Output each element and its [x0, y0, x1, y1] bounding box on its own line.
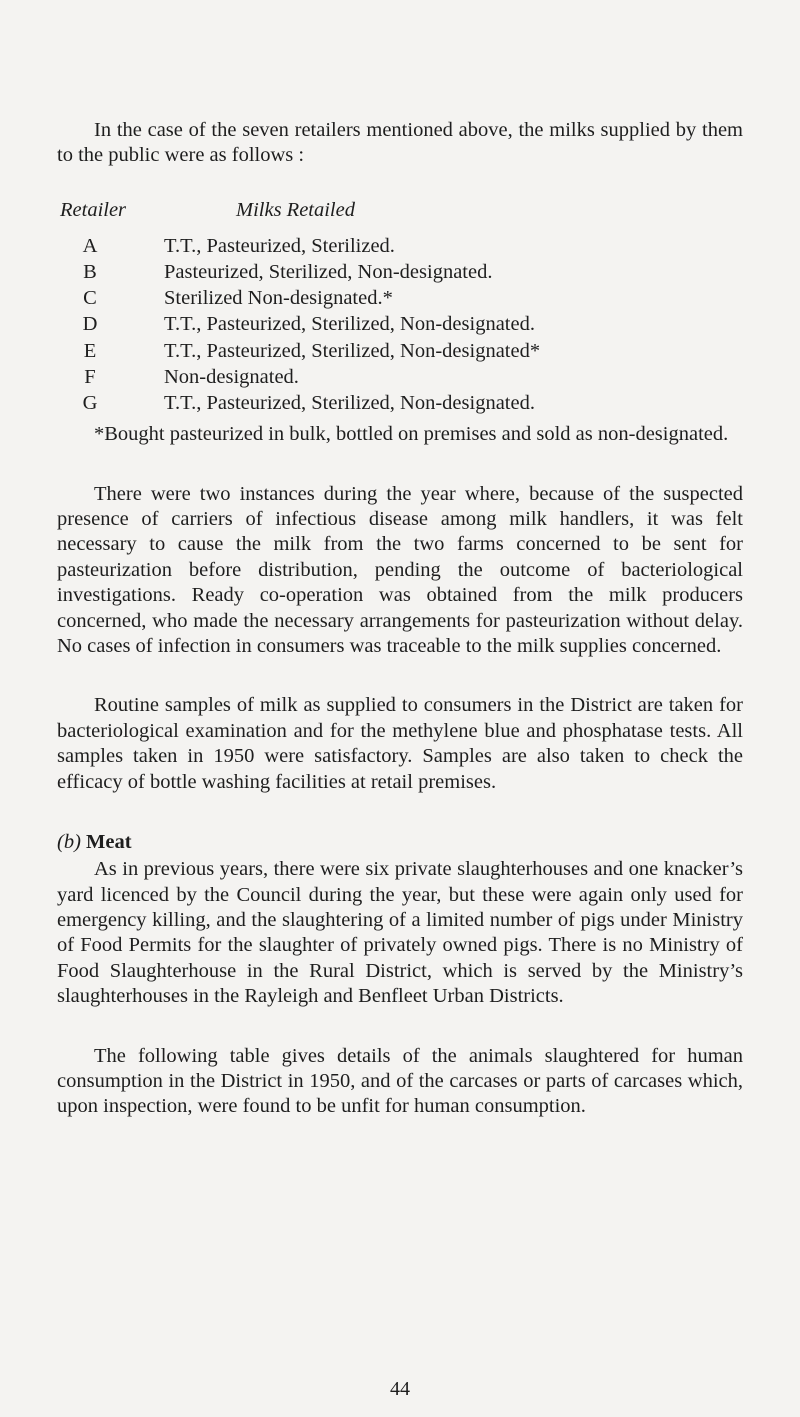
page-number: 44 — [390, 1378, 410, 1400]
table-intro-paragraph: The following table gives details of the animals slaughtered for human consumption in the District in 1950, and of the carcases or parts of carcases which, upon inspection, were found to be unfit for human consumption. — [57, 1044, 743, 1118]
retailer-letter: B — [83, 261, 97, 284]
retailer-letter: F — [84, 365, 96, 388]
milks-retailed: Non-designated. — [164, 365, 299, 388]
table-row — [60, 285, 743, 311]
table-row — [60, 364, 743, 390]
milk-retailers-table — [60, 197, 743, 416]
carriers-paragraph: There were two instances during the year where, because of the suspected presence of carriers of infectious disease among milk handlers, it was felt necessary to cause the milk from the two farms concerned to be sent for pasteurization before distribution, pending the outcome of bacteriological investigations. Ready co-operation was obtained from the milk producers concerned, who made the necessary arrangements for pasteurization without delay. No cases of infection in consumers was traceable to the milk supplies concerned. — [57, 482, 743, 658]
table-row — [60, 259, 743, 285]
retailer-letter: A — [82, 234, 98, 257]
page-content — [57, 118, 743, 1120]
intro-paragraph: In the case of the seven retailers mentioned above, the milks supplied by them to the public were as follows : — [57, 119, 743, 167]
retailer-letter: E — [83, 339, 97, 362]
section-label: (b) — [57, 831, 81, 854]
table-footnote: *Bought pasteurized in bulk, bottled on premises and sold as non-designated. — [94, 423, 729, 446]
milks-retailed: T.T., Pasteurized, Sterilized, Non-designated* — [164, 339, 541, 362]
table-header — [60, 197, 743, 223]
milks-retailed: Pasteurized, Sterilized, Non-designated. — [164, 261, 493, 284]
table-row — [60, 338, 743, 364]
retailer-letter: G — [82, 392, 98, 415]
header-retailer: Retailer — [60, 198, 127, 221]
retailer-letter: C — [83, 287, 97, 310]
milks-retailed: Sterilized Non-designated.* — [164, 287, 393, 310]
table-row — [60, 390, 743, 416]
milks-retailed: T.T., Pasteurized, Sterilized. — [164, 234, 395, 257]
slaughterhouses-paragraph: As in previous years, there were six private slaughterhouses and one knacker’s yard licenced by the Council during the year, but these were again only used for emergency killing, and the slaughtering of a limited number of pigs under Ministry of Food Permits for the slaughter of privately owned pigs. There is no Ministry of Food Slaughterhouse in the Rural District, which is served by the Ministry’s slaughterhouses in the Rayleigh and Benfleet Urban Districts. — [57, 858, 743, 1008]
section-title: Meat — [86, 831, 132, 854]
routine-samples-paragraph: Routine samples of milk as supplied to consumers in the District are taken for bacteriological examination and for the methylene blue and phosphatase tests. All samples taken in 1950 were satisfactory. Samples are also taken to check the efficacy of bottle washing facilities at retail premises. — [57, 694, 743, 793]
milks-retailed: T.T., Pasteurized, Sterilized, Non-designated. — [164, 392, 535, 415]
retailer-letter: D — [82, 313, 98, 336]
header-milks-retailed: Milks Retailed — [236, 198, 355, 221]
milks-retailed: T.T., Pasteurized, Sterilized, Non-designated. — [164, 313, 535, 336]
table-row — [60, 233, 743, 259]
section-heading — [57, 829, 743, 855]
table-row — [60, 311, 743, 337]
